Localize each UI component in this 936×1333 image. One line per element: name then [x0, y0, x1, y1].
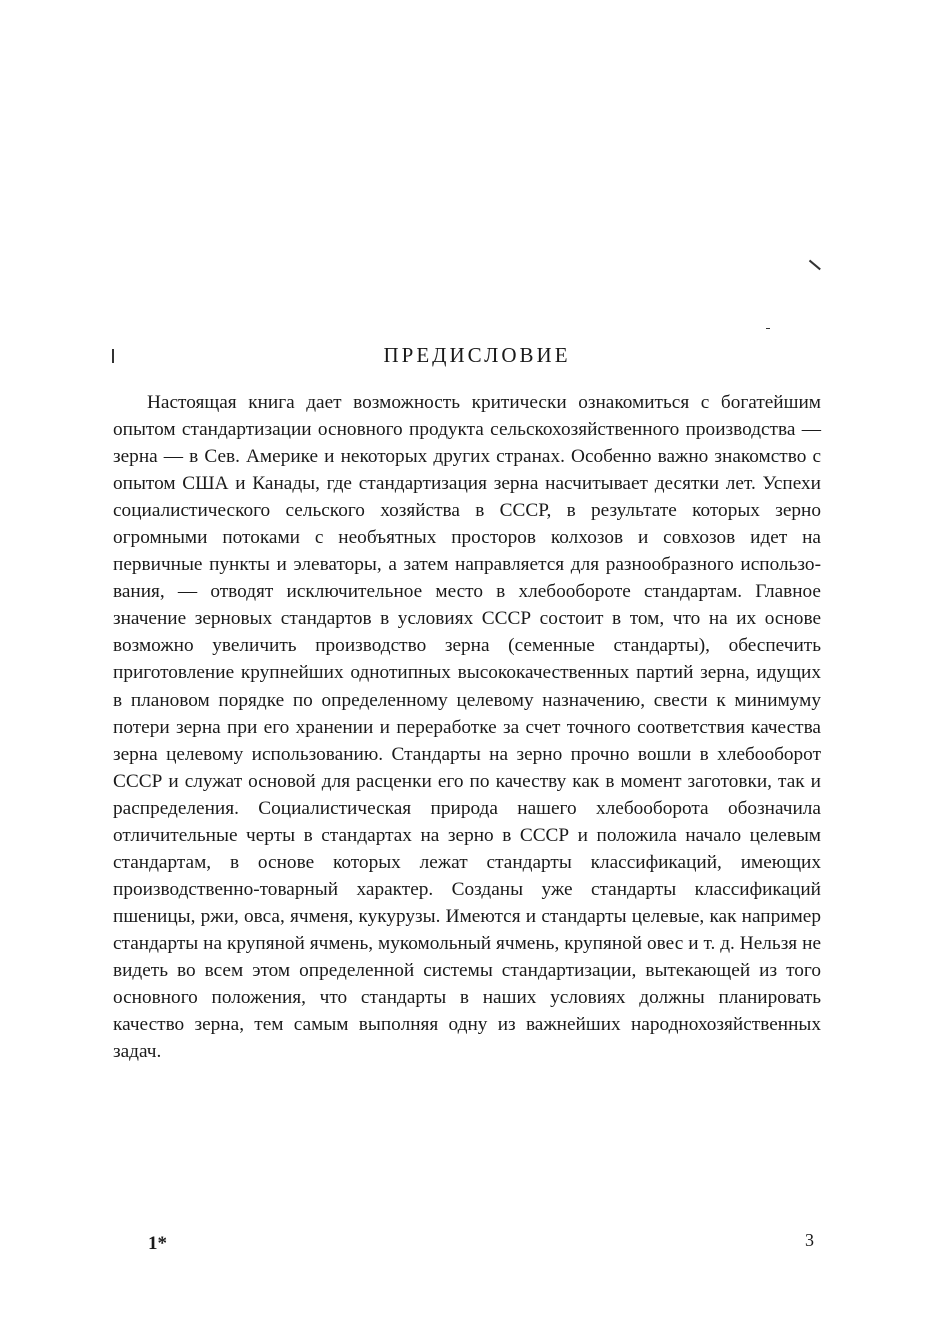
signature-mark: 1*	[148, 1233, 167, 1254]
scan-speck	[809, 260, 821, 270]
scan-speck	[766, 328, 770, 329]
section-heading: ПРЕДИСЛОВИЕ	[383, 343, 571, 367]
preface-paragraph: Настоящая книга дает возможность критически ознакомиться с богатейшим опытом стандартизации основного продукта сельскохозяйственного производства — зерна — в Сев. Америке и некоторых других странах. Особенно важно знакомство с опытом США и Канады, где стандартизация зерна насчитывает десятки лет. Успехи социалистического сельского хозяйства в СССР, в результате которых зерно огромными потоками с необъятных просторов колхозов и совхозов идет на первичные пункты и элеваторы, а затем направляется для разнообразного использования, — отводят исключительное место в хлебообороте стандартам. Главное значение зерновых стандартов в условиях СССР состоит в том, что на их основе возможно увеличить производство зерна (семенные стандарты), обеспечить приготовление крупнейших однотипных высококачественных партий зерна, идущих в плановом порядке по определенному целевому назначению, свести к минимуму потери зерна при его хранении и переработке за счет точного соответствия качества зерна целевому использованию. Стандарты на зерно прочно вошли в хлебооборот СССР и служат основой для расценки его по качеству как в момент заготовки, так и распределения. Социалистическая природа нашего хлебооборота обозначила отличительные черты в стандартах на зерно в СССР и положила начало целевым стандартам, в основе которых лежат стандарты классификаций, имеющих производственно-товарный характер. Созданы уже стандарты классификаций пшеницы, ржи, овса, ячменя, кукурузы. Имеются и стандарты целевые, как например стандарты на крупяной ячмень, мукомольный ячмень, крупяной овес и т. д. Нельзя не видеть во всем этом определенной системы стандартизации, вытекающей из того основного положения, что стандарты в наших условиях должны планировать качество зерна, тем самым выполняя одну из важнейших народнохозяйственных задач.	[113, 392, 821, 1063]
page-number: 3	[805, 1230, 814, 1250]
